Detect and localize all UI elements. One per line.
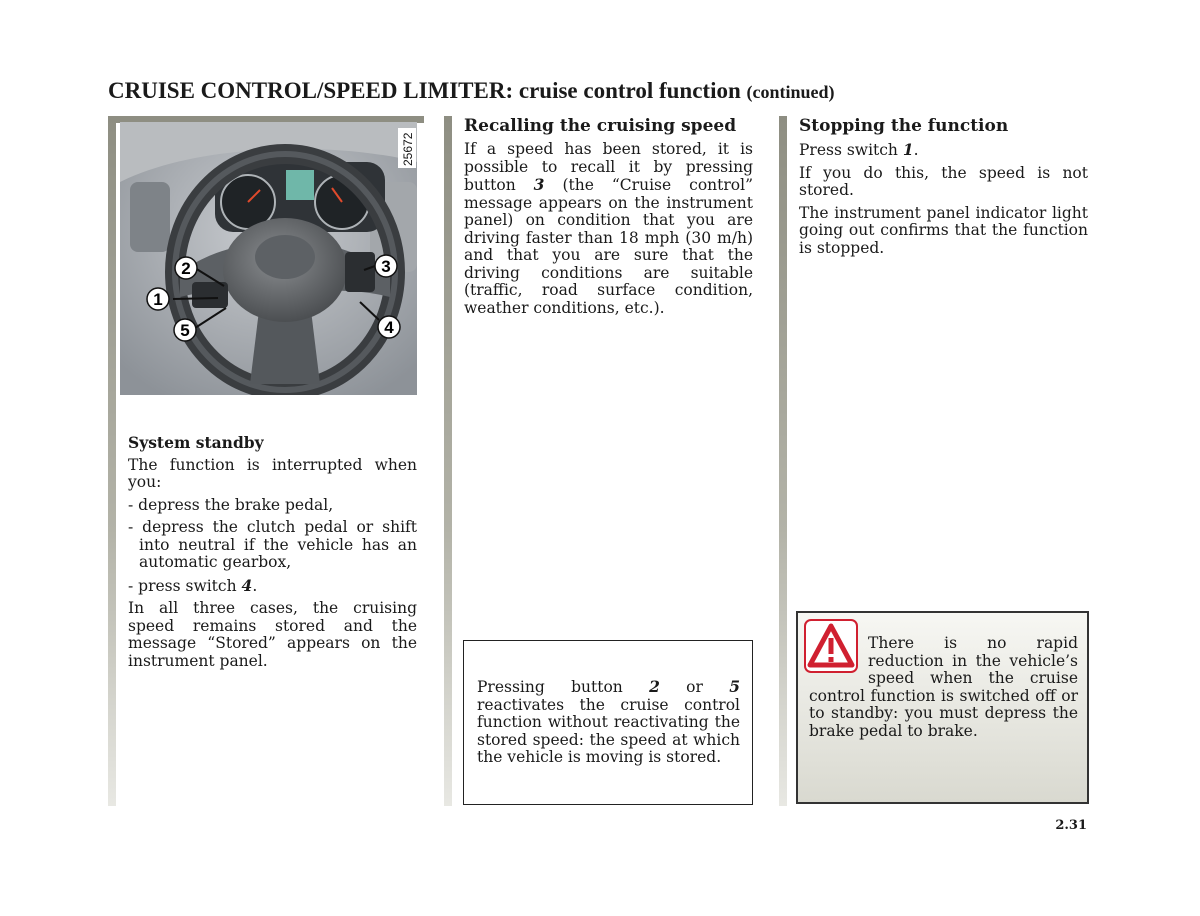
- svg-text:5: 5: [180, 321, 190, 340]
- warning-text: There is no rapid reduction in the vehicle’s speed when the cruise control function is switched off or to standby: you must depress the brake pedal to brake.: [809, 634, 1078, 740]
- steering-wheel-figure: [120, 122, 417, 395]
- standby-item-clutch: - depress the clutch pedal or shift into neutral if the vehicle has an automatic gearbox,: [128, 518, 417, 571]
- standby-item-switch: - press switch 4.: [128, 575, 258, 595]
- middle-column: [464, 116, 753, 322]
- system-standby-outro: In all three cases, the cruising speed remains stored and the message “Stored” appears on the instrument panel.: [128, 599, 417, 670]
- callout-2: [175, 257, 197, 279]
- left-column: [128, 434, 417, 675]
- page-title-main: CRUISE CONTROL/SPEED LIMITER: cruise control function: [108, 78, 741, 103]
- svg-text:1: 1: [153, 290, 163, 309]
- standby-item-brake: - depress the brake pedal,: [128, 495, 334, 514]
- right-column: [799, 116, 1088, 262]
- stopping-press-switch: Press switch 1.: [799, 140, 919, 159]
- steering-wheel-illustration: [120, 122, 417, 395]
- recalling-heading: Recalling the cruising speed: [464, 116, 737, 136]
- page-title-suffix: (continued): [746, 82, 835, 102]
- system-standby-intro: The function is interrupted when you:: [128, 455, 417, 491]
- reactivation-note-box: [463, 640, 753, 805]
- stopping-indicator: The instrument panel indicator light going out confirms that the function is stopped.: [799, 203, 1088, 257]
- page-number: 2.31: [1055, 818, 1087, 833]
- callout-4: [378, 316, 400, 338]
- warning-box: [796, 611, 1089, 804]
- stopping-heading: Stopping the function: [799, 116, 1009, 136]
- svg-text:3: 3: [381, 257, 391, 276]
- svg-text:2: 2: [181, 259, 191, 278]
- stopping-not-stored: If you do this, the speed is not stored.: [799, 163, 1088, 199]
- right-column-rule: [779, 116, 787, 806]
- svg-text:4: 4: [384, 318, 394, 337]
- left-column-rule: [108, 116, 116, 806]
- callout-1: [147, 288, 169, 310]
- recalling-paragraph: If a speed has been stored, it is possible to recall it by pressing button 3 (the “Cruise control” message appears on the instrument panel) on condition that you are driving faster than 18 mph (30 m/h) and that you are sure that the driving conditions are suitable (traffic, road surface condition, weather conditions, etc.).: [464, 140, 753, 317]
- page-title: [108, 78, 835, 104]
- system-standby-heading: System standby: [128, 433, 264, 452]
- figure-code: 25672: [401, 132, 415, 166]
- reactivation-note-text: Pressing button 2 or 5 reactivates the cruise control function without reactivating the stored speed: the speed at which the vehicle is moving is stored.: [477, 677, 740, 766]
- callout-5: [174, 319, 196, 341]
- callout-3: [375, 255, 397, 277]
- middle-column-rule: [444, 116, 452, 806]
